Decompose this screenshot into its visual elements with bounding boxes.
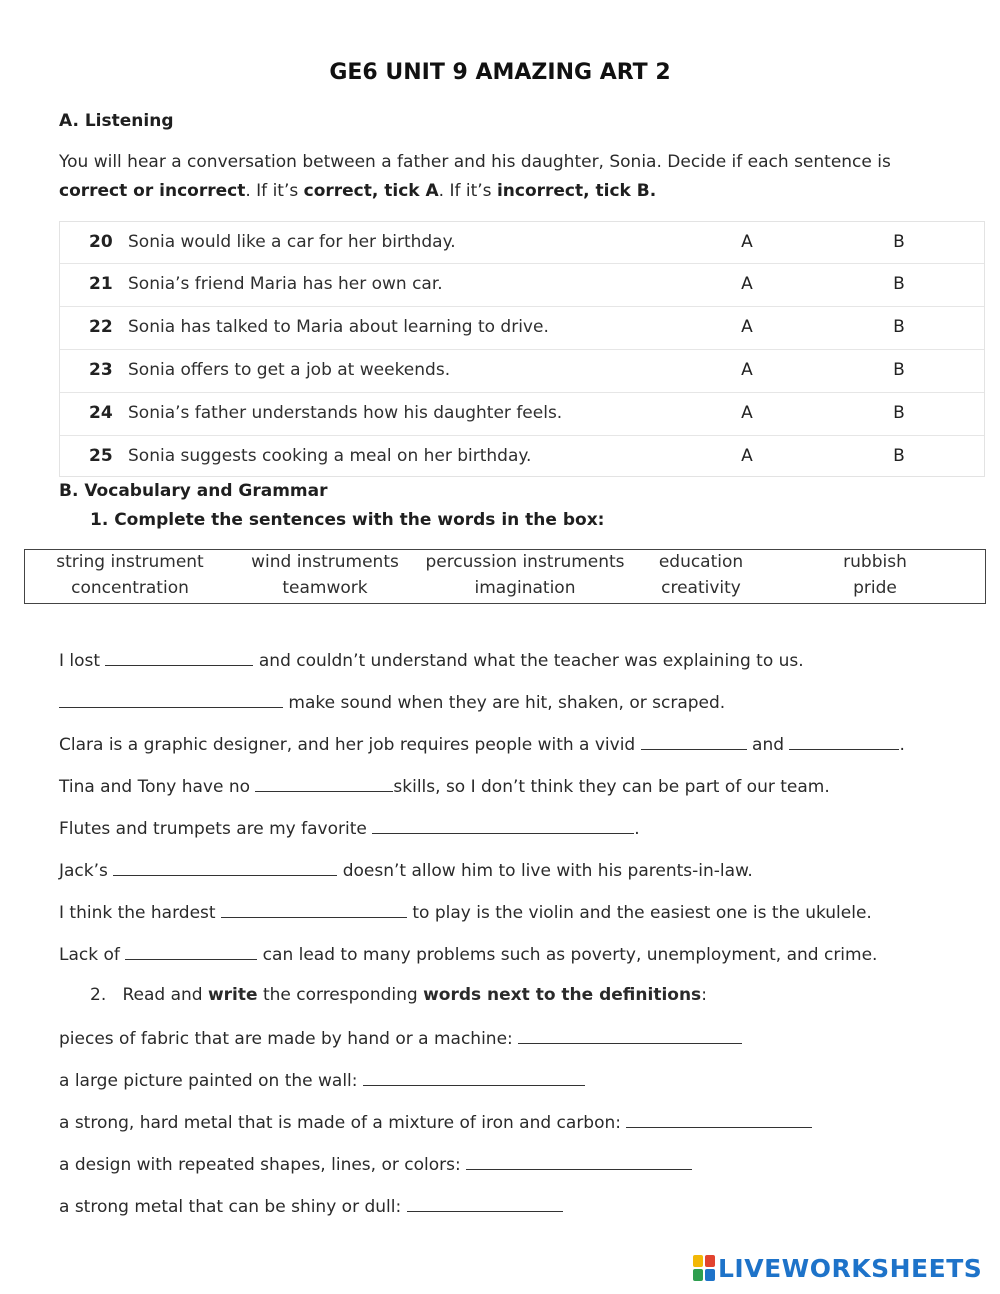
question-number: 22 — [89, 317, 113, 337]
question-number: 21 — [89, 274, 113, 294]
sentence-3 — [59, 733, 905, 755]
table-row — [60, 436, 984, 476]
sentence-7 — [59, 901, 872, 923]
word-item: creativity — [661, 578, 741, 598]
answer-blank[interactable] — [372, 817, 634, 834]
answer-blank[interactable] — [789, 733, 899, 750]
word-item: concentration — [71, 578, 189, 598]
sentence-text: can lead to many problems such as poverty, unemployment, and crime. — [257, 945, 878, 965]
sentence-text: and couldn’t understand what the teacher was explaining to us. — [253, 651, 804, 671]
definition-5 — [59, 1195, 563, 1217]
option-a[interactable]: A — [741, 232, 753, 252]
table-row — [60, 307, 984, 350]
word-item: education — [658, 552, 744, 572]
answer-blank[interactable] — [626, 1111, 812, 1128]
sentence-text: Jack’s — [59, 861, 114, 881]
table-row — [60, 350, 984, 393]
exercise-2-instruction — [90, 985, 707, 1005]
sentence-5 — [59, 817, 640, 839]
option-a[interactable]: A — [741, 360, 753, 380]
sentence-text: I think the hardest — [59, 903, 221, 923]
definition-text: a strong, hard metal that is made of a mixture of iron and carbon: — [59, 1113, 627, 1133]
definition-3 — [59, 1111, 812, 1133]
instruction-text: Read and — [122, 985, 208, 1005]
question-text: Sonia has talked to Maria about learning to drive. — [128, 317, 549, 337]
option-b[interactable]: B — [893, 360, 905, 380]
option-a[interactable]: A — [741, 403, 753, 423]
option-b[interactable]: B — [893, 446, 905, 466]
definition-text: a large picture painted on the wall: — [59, 1071, 363, 1091]
question-number: 23 — [89, 360, 113, 380]
sentence-text: Clara is a graphic designer, and her job requires people with a vivid — [59, 735, 641, 755]
word-item: pride — [853, 578, 897, 598]
question-text: Sonia suggests cooking a meal on her birthday. — [128, 446, 532, 466]
sentence-text: make sound when they are hit, shaken, or scraped. — [283, 693, 726, 713]
sentence-text: Tina and Tony have no — [59, 777, 256, 797]
question-text: Sonia’s father understands how his daughter feels. — [128, 403, 563, 423]
word-box — [24, 549, 986, 604]
sentence-text: to play is the violin and the easiest one is the ukulele. — [406, 903, 872, 923]
answer-blank[interactable] — [363, 1069, 585, 1086]
sentence-2 — [59, 691, 725, 713]
question-text: Sonia would like a car for her birthday. — [128, 232, 456, 252]
instruction-bold-1: correct or incorrect — [59, 181, 246, 201]
word-item: wind instruments — [251, 552, 399, 572]
answer-blank[interactable] — [407, 1195, 563, 1212]
answer-blank[interactable] — [518, 1027, 742, 1044]
exercise-1-instruction: 1. Complete the sentences with the words in the box: — [90, 510, 605, 530]
listening-instructions — [59, 148, 979, 206]
sentence-text: I lost — [59, 651, 106, 671]
question-number: 24 — [89, 403, 113, 423]
logo-square — [693, 1255, 703, 1267]
sentence-4 — [59, 775, 830, 797]
instruction-text: : — [701, 985, 707, 1005]
instruction-text: . If it’s — [245, 181, 304, 201]
answer-blank[interactable] — [59, 691, 283, 708]
definition-text: a design with repeated shapes, lines, or colors: — [59, 1155, 467, 1175]
option-b[interactable]: B — [893, 317, 905, 337]
sentence-text: . — [899, 735, 905, 755]
option-a[interactable]: A — [741, 446, 753, 466]
sentence-text: Lack of — [59, 945, 126, 965]
instruction-bold-2: correct, tick A — [303, 181, 439, 201]
sentence-1 — [59, 649, 804, 671]
table-row — [60, 222, 984, 264]
liveworksheets-logo-icon — [693, 1255, 715, 1281]
sentence-text: and — [746, 735, 790, 755]
sentence-6 — [59, 859, 753, 881]
answer-blank[interactable] — [125, 943, 257, 960]
answer-blank[interactable] — [113, 859, 337, 876]
logo-square — [705, 1255, 715, 1267]
instruction-bold: words next to the definitions — [423, 985, 702, 1005]
instruction-text: the corresponding — [257, 985, 424, 1005]
sentence-text: skills, so I don’t think they can be part of our team. — [393, 777, 830, 797]
option-b[interactable]: B — [893, 274, 905, 294]
answer-blank[interactable] — [105, 649, 253, 666]
logo-square — [705, 1269, 715, 1281]
definition-2 — [59, 1069, 585, 1091]
sentence-text: doesn’t allow him to live with his parents-in-law. — [337, 861, 753, 881]
liveworksheets-logo[interactable] — [693, 1253, 982, 1283]
section-a-heading: A. Listening — [59, 111, 174, 131]
sentence-text: . — [634, 819, 640, 839]
word-item: string instrument — [56, 552, 204, 572]
table-row — [60, 393, 984, 436]
instruction-bold-3: incorrect, tick B. — [496, 181, 657, 201]
answer-blank[interactable] — [641, 733, 747, 750]
word-item: rubbish — [843, 552, 907, 572]
sentence-text: Flutes and trumpets are my favorite — [59, 819, 373, 839]
exercise-number: 2. — [90, 985, 107, 1005]
table-row — [60, 264, 984, 307]
answer-blank[interactable] — [466, 1153, 692, 1170]
definition-text: pieces of fabric that are made by hand or a machine: — [59, 1029, 519, 1049]
word-item: teamwork — [282, 578, 368, 598]
definition-text: a strong metal that can be shiny or dull: — [59, 1197, 407, 1217]
question-text: Sonia’s friend Maria has her own car. — [128, 274, 443, 294]
listening-table — [59, 221, 985, 477]
instruction-bold: write — [207, 985, 258, 1005]
answer-blank[interactable] — [221, 901, 407, 918]
definition-4 — [59, 1153, 692, 1175]
question-text: Sonia offers to get a job at weekends. — [128, 360, 451, 380]
word-item: percussion instruments — [425, 552, 625, 572]
page-title: GE6 UNIT 9 AMAZING ART 2 — [329, 60, 671, 85]
definition-1 — [59, 1027, 742, 1049]
instruction-line-1: You will hear a conversation between a father and his daughter, Sonia. Decide if each sentence is — [59, 152, 891, 172]
section-b-heading: B. Vocabulary and Grammar — [59, 481, 328, 501]
logo-square — [693, 1269, 703, 1281]
word-item: imagination — [474, 578, 576, 598]
answer-blank[interactable] — [255, 775, 393, 792]
logo-text: LIVEWORKSHEETS — [718, 1253, 983, 1283]
option-b[interactable]: B — [893, 232, 905, 252]
option-a[interactable]: A — [741, 317, 753, 337]
sentence-8 — [59, 943, 877, 965]
option-a[interactable]: A — [741, 274, 753, 294]
question-number: 25 — [89, 446, 113, 466]
instruction-text: . If it’s — [438, 181, 497, 201]
option-b[interactable]: B — [893, 403, 905, 423]
question-number: 20 — [89, 232, 113, 252]
